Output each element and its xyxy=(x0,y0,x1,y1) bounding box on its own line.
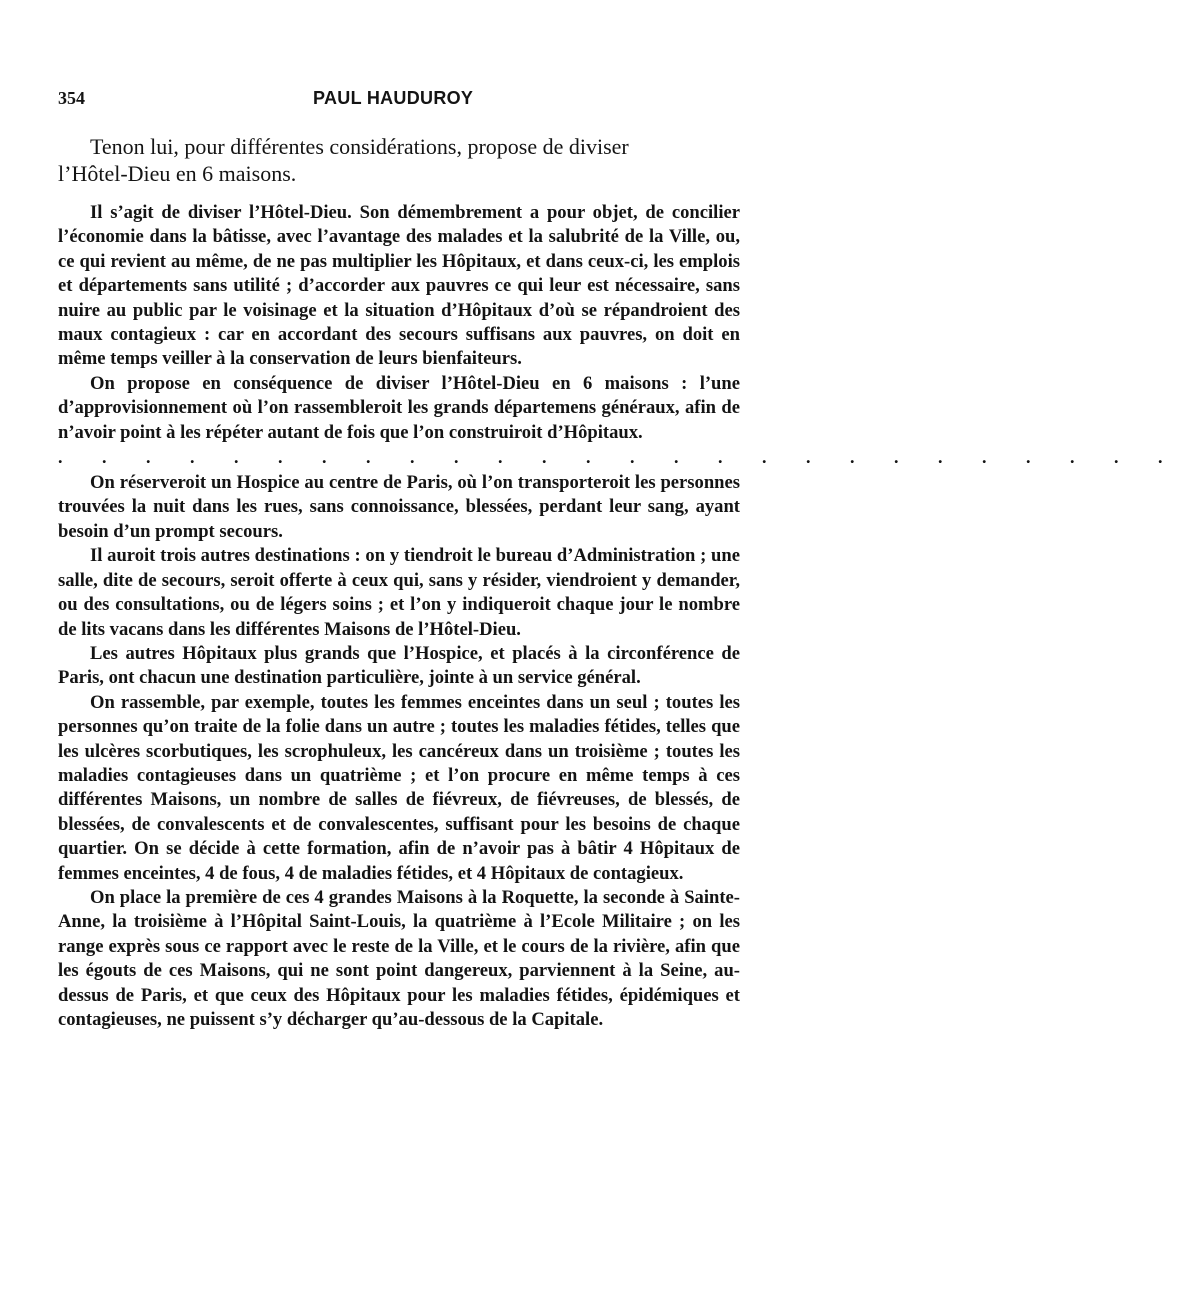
paragraph: On rassemble, par exemple, toutes les femmes enceintes dans un seul ; toutes les personnes qu’on traite de la folie dans un autre ; toutes les maladies fétides, telles que les ulcères scorbutiques, les scrophuleux, les cancéreux dans un troisième ; toutes les maladies contagieuses dans un quatrième ; et l’on procure en même temps à ces différentes Maisons, un nombre de salles de fiévreux, de fiévreuses, de blessés, de blessées, de convalescents et de convalescentes, suffisant pour les besoins de chaque quartier. On se décide à cette formation, afin de n’avoir pas à bâtir 4 Hôpitaux de femmes enceintes, 4 de fous, 4 de maladies fétides, et 4 Hôpitaux de contagieux. xyxy=(58,691,740,884)
paragraph: On place la première de ces 4 grandes Maisons à la Roquette, la seconde à Sainte-Anne, la troisième à l’Hôpital Saint-Louis, la quatrième à l’Ecole Militaire ; on les range exprès sous ce rapport avec le reste de la Ville, et le cours de la rivière, afin que les égouts de ces Maisons, qui ne sont point dangereux, parviennent à la Seine, au-dessus de Paris, et que ceux des Hôpitaux pour les maladies fétides, épidémiques et contagieuses, ne puissent s’y décharger qu’au-dessous de la Capitale. xyxy=(58,886,740,1030)
page-number: 354 xyxy=(58,88,85,108)
ellipsis-separator: . . . . . . . . . . . . . . . . . . . . . . . . . . xyxy=(58,447,1180,468)
paragraph: Il auroit trois autres destinations : on y tiendroit le bureau d’Administration ; une salle, dite de secours, seroit offerte à ceux qui, sans y résider, viendroient y demander, ou des consultations, ou de légers soins ; et l’on y indiqueroit chaque jour le nombre de lits vacans dans les différentes Maisons de l’Hôtel-Dieu. xyxy=(58,545,740,640)
paragraph: Les autres Hôpitaux plus grands que l’Hospice, et placés à la circonférence de Paris, ont chacun une destination particulière, jointe à un service général. xyxy=(58,642,740,689)
paragraph: On réserveroit un Hospice au centre de Paris, où l’on transporteroit les personnes trouvées la nuit dans les rues, sans connoissance, blessées, perdant leur sang, ayant besoin d’un prompt secours. xyxy=(58,472,740,542)
lead-line-2: l’Hôtel-Dieu en 6 maisons. xyxy=(58,161,297,186)
lead-sentence xyxy=(58,133,740,187)
paragraph: On propose en conséquence de diviser l’Hôtel-Dieu en 6 maisons : l’une d’approvisionnement où l’on rassembleroit les grands départemens généraux, afin de n’avoir point à les répéter autant de fois que l’on construiroit d’Hôpitaux. xyxy=(58,372,740,443)
running-head: PAUL HAUDUROY xyxy=(313,88,474,108)
lead-line-1: Tenon lui, pour différentes considérations, propose de diviser xyxy=(90,134,629,159)
quoted-text xyxy=(58,201,1180,1032)
page-header xyxy=(58,82,740,114)
book-page xyxy=(58,82,1180,1032)
paragraph: Il s’agit de diviser l’Hôtel-Dieu. Son démembrement a pour objet, de concilier l’économie dans la bâtisse, avec l’avantage des malades et la salubrité de la Ville, ou, ce qui revient au même, de ne pas multiplier les Hôpitaux, et dans ceux-ci, les emplois et départements sans utilité ; d’accorder aux pauvres ce qui leur est nécessaire, sans nuire au public par le voisinage et la situation d’Hôpitaux d’où se répandroient des maux contagieux : car en accordant des secours suffisans aux pauvres, on doit en même temps veiller à la conservation de leurs bienfaiteurs. xyxy=(58,202,740,370)
